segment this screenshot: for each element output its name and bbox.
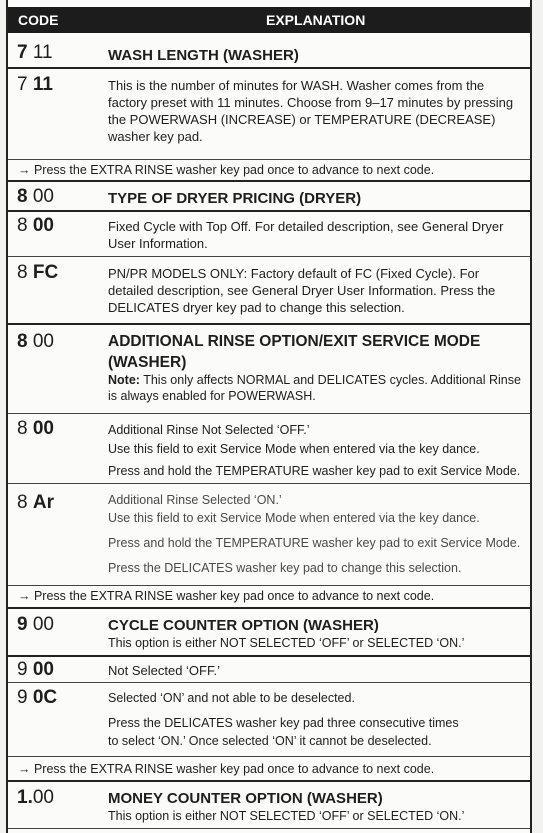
- code-value: 8 FC: [17, 262, 59, 283]
- table-row: [8, 257, 530, 325]
- table-row: [8, 657, 530, 683]
- code-value: 8 00: [17, 186, 54, 207]
- description-line: Use this field to exit Service Mode when entered via the key dance.: [108, 442, 480, 456]
- table-row: [8, 757, 530, 782]
- code-value: 8 Ar: [17, 492, 54, 513]
- section-title: MONEY COUNTER OPTION (WASHER): [108, 790, 383, 807]
- code-value: 9 00: [17, 659, 54, 680]
- table-row: [8, 484, 530, 586]
- description-line: Press the DELICATES washer key pad to change this selection.: [108, 561, 462, 575]
- table-row: [8, 212, 530, 257]
- code-value: 9 0C: [17, 687, 58, 708]
- table-row: [8, 414, 530, 484]
- table-row: [8, 586, 530, 609]
- section-subtitle: This option is either NOT SELECTED ‘OFF’ or SELECTED ‘ON.’: [108, 809, 465, 823]
- section-title: CYCLE COUNTER OPTION (WASHER): [108, 617, 379, 634]
- header-explanation: EXPLANATION: [266, 12, 366, 28]
- description-text: Fixed Cycle with Top Off. For detailed description, see General Dryer User Information.: [108, 219, 504, 251]
- table-row: [8, 69, 530, 160]
- table-row: [8, 182, 530, 212]
- note-body: This only affects NORMAL and DELICATES cycles. Additional Rinse is always enabled for POWERWASH.: [108, 373, 521, 403]
- description-line: Selected ‘ON’ and not able to be deselected.: [108, 691, 355, 705]
- code-value: 7 11: [17, 42, 53, 63]
- advance-instruction: → Press the EXTRA RINSE washer key pad once to advance to next code.: [18, 762, 435, 776]
- description-text: This is the number of minutes for WASH. Washer comes from the factory preset with 11 minutes. Choose from 9–17 minutes by pressing the POWERWASH (INCREASE) or TEMPERATURE (DECREASE) washer key pad.: [108, 78, 514, 144]
- description-line: Press and hold the TEMPERATURE washer key pad to exit Service Mode.: [108, 464, 521, 478]
- table-row: [8, 34, 530, 69]
- section-title: WASH LENGTH (WASHER): [108, 47, 299, 64]
- section-title: ADDITIONAL RINSE OPTION/EXIT SERVICE MODE (WASHER): [108, 333, 481, 371]
- code-value: 8 00: [17, 331, 54, 352]
- code-value: 1.00: [17, 787, 54, 808]
- section-subtitle: This option is either NOT SELECTED ‘OFF’ or SELECTED ‘ON.’: [108, 636, 465, 650]
- note-label: Note:: [108, 373, 140, 387]
- code-value: 9 00: [17, 614, 54, 635]
- table-row: [8, 160, 530, 182]
- description-line: Press the DELICATES washer key pad three consecutive times: [108, 716, 459, 730]
- table-header: [8, 7, 530, 33]
- table-row: [8, 325, 530, 414]
- advance-instruction: → Press the EXTRA RINSE washer key pad once to advance to next code.: [18, 163, 435, 177]
- code-value: 8 00: [17, 418, 54, 439]
- table-row: [8, 683, 530, 757]
- description-line: Press and hold the TEMPERATURE washer key pad to exit Service Mode.: [108, 536, 521, 550]
- code-value: 8 00: [17, 215, 54, 236]
- code-value: 7 11: [17, 74, 53, 95]
- service-code-table: [6, 0, 532, 833]
- table-row: [8, 782, 530, 829]
- note-text: [108, 372, 522, 404]
- section-title: TYPE OF DRYER PRICING (DRYER): [108, 190, 362, 207]
- advance-instruction: → Press the EXTRA RINSE washer key pad once to advance to next code.: [18, 589, 435, 603]
- description-line: Additional Rinse Selected ‘ON.’: [108, 493, 282, 507]
- description-line: to select ‘ON.’ Once selected ‘ON’ it cannot be deselected.: [108, 734, 432, 748]
- header-code: CODE: [18, 12, 59, 28]
- description-line: Use this field to exit Service Mode when entered via the key dance.: [108, 511, 480, 525]
- description-text: Not Selected ‘OFF.’: [108, 663, 220, 678]
- description-text: PN/PR MODELS ONLY: Factory default of FC (Fixed Cycle). For detailed description, see General Dryer User Information. Press the DELICATES dryer key pad to change this selection.: [108, 266, 496, 315]
- description-line: Additional Rinse Not Selected ‘OFF.’: [108, 423, 310, 437]
- table-row: [8, 609, 530, 657]
